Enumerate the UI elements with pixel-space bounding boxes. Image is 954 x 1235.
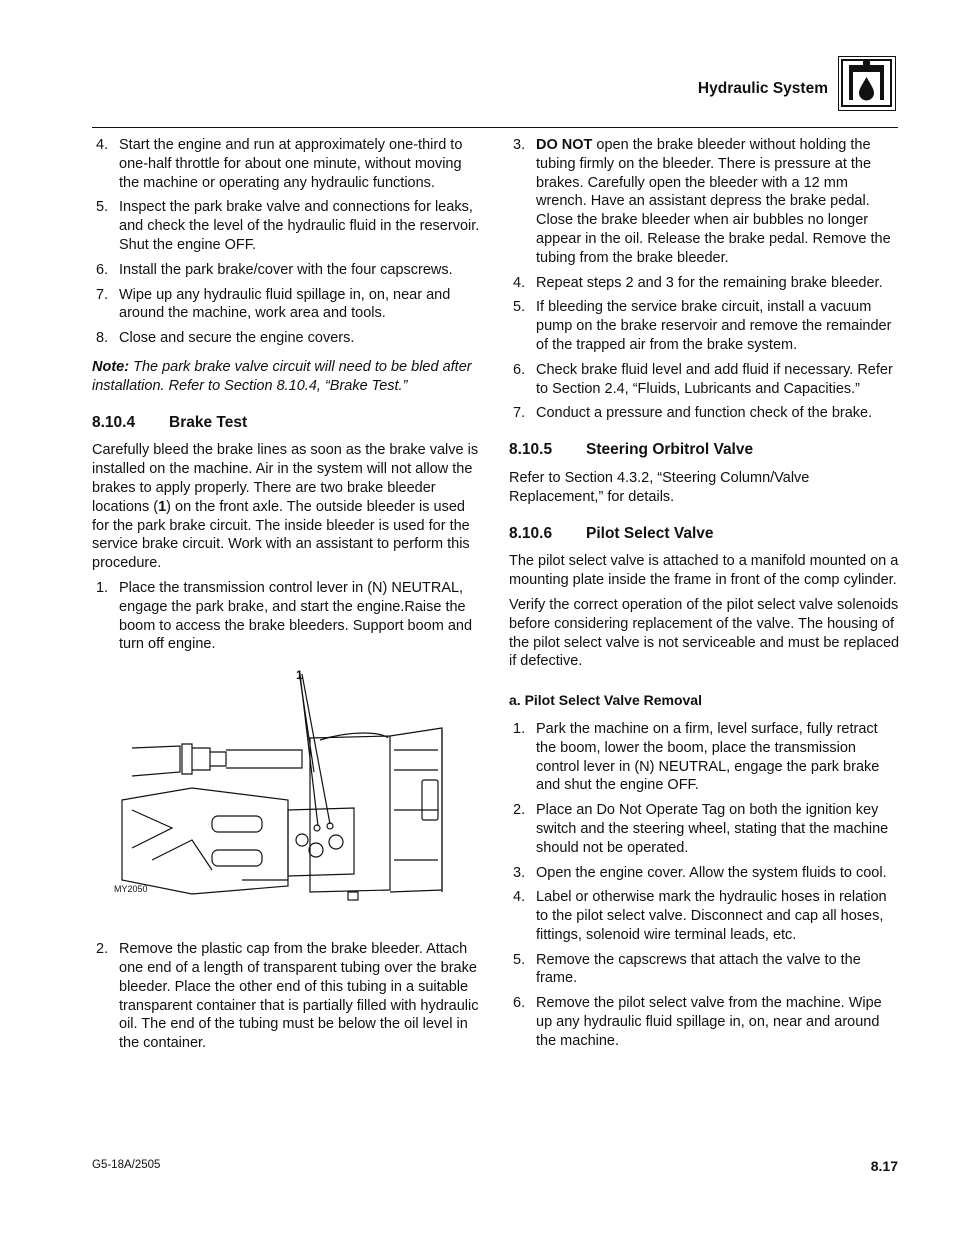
brake-test-steps-right <box>509 136 901 423</box>
removal-steps <box>509 720 901 1051</box>
brake-test-steps-continued <box>92 940 484 1053</box>
park-brake-steps <box>92 136 484 348</box>
hydraulic-fluid-drop-icon <box>838 56 896 111</box>
front-axle-drawing <box>92 660 484 930</box>
left-column <box>92 136 484 1059</box>
section-header-title: Hydraulic System <box>697 80 828 97</box>
list-item: 5. Inspect the park brake valve and connections for leaks, and check the level of the hydraulic fluid in the reservoir. Shut the engine OFF. <box>96 199 480 253</box>
list-item: 5. Remove the capscrews that attach the valve to the frame. <box>513 951 861 987</box>
list-item: 6. Check brake fluid level and add fluid if necessary. Refer to Section 2.4, “Fluids, Lubricants and Capacities.” <box>513 361 893 397</box>
steering-orbitrol-text: Refer to Section 4.3.2, “Steering Column/Valve Replacement,” for details. <box>509 469 810 505</box>
note-label: Note: <box>92 358 130 375</box>
section-heading-steering-orbitrol: 8.10.5 Steering Orbitrol Valve <box>509 441 754 459</box>
list-item: 7. Wipe up any hydraulic fluid spillage in, on, near and around the machine, work area and tools. <box>96 286 451 322</box>
list-item: 4. Start the engine and run at approximately one-third to one-half throttle for about one minute, without moving the machine or operating any hydraulic functions. <box>96 137 463 191</box>
list-item: 1. Place the transmission control lever in (N) NEUTRAL, engage the park brake, and start the engine.Raise the boom to access the brake bleeders. Support boom and turn off engine. <box>96 579 473 653</box>
section-heading-pilot-select: 8.10.6 Pilot Select Valve <box>509 524 714 542</box>
pilot-select-paragraph-1: The pilot select valve is attached to a manifold mounted on a mounting plate inside the frame in front of the comp cylinder. <box>509 553 899 589</box>
list-item: 3. DO NOT open the brake bleeder without holding the tubing firmly on the bleeder. There is pressure at the brakes. Carefully open the bleeder with a 12 mm wrench. Have an assistant depress the brake pedal. Close the brake bleeder when air bubbles no longer appear in the oil. Release the brake pedal. Remove the tubing from the brake bleeder. <box>513 137 891 266</box>
list-item: 2. Place an Do Not Operate Tag on both the ignition key switch and the steering wheel, stating that the machine should not be operated. <box>513 802 889 856</box>
subsection-heading-removal: a. Pilot Select Valve Removal <box>509 692 702 709</box>
list-item: 2. Remove the plastic cap from the brake bleeder. Attach one end of a length of transparent tubing over the brake bleeder. Place the other end of this tubing in a suitable transparent container that is partially filled with hydraulic oil. The end of the tubing must be below the oil level in the container. <box>96 941 479 1052</box>
list-item: 1. Park the machine on a firm, level surface, fully retract the boom, lower the boom, place the transmission control lever in (N) NEUTRAL, engage the park brake and shut the engine OFF. <box>513 720 880 794</box>
list-item: 3. Open the engine cover. Allow the system fluids to cool. <box>513 864 887 881</box>
header-rule <box>92 127 898 128</box>
list-item: 4. Repeat steps 2 and 3 for the remaining brake bleeder. <box>513 274 883 291</box>
brake-test-intro: Carefully bleed the brake lines as soon as the brake valve is installed on the machine. Air in the system will not allow the brakes to apply properly. There are two brake bleeder locations (1) on the front axle. The outside bleeder is used for the park brake circuit. The inside bleeder is used for the service brake circuit. Work with an assistant to perform this procedure. <box>92 442 479 572</box>
list-item: 7. Conduct a pressure and function check of the brake. <box>513 405 873 422</box>
right-column <box>509 136 901 1057</box>
list-item: 4. Label or otherwise mark the hydraulic hoses in relation to the pilot select valve. Disconnect and cap all hoses, fittings, solenoid wire terminal leads, etc. <box>513 889 887 943</box>
brake-test-steps <box>92 579 484 654</box>
page-number: 8.17 <box>870 1158 898 1174</box>
footer-doc-id: G5-18A/2505 <box>92 1159 161 1171</box>
section-heading-brake-test: 8.10.4 Brake Test <box>92 413 248 431</box>
list-item: 5. If bleeding the service brake circuit, install a vacuum pump on the brake reservoir and remove the remainder of the trapped air from the brake system. <box>513 299 892 353</box>
figure-id: MY2050 <box>114 884 148 895</box>
list-item: 6. Remove the pilot select valve from the machine. Wipe up any hydraulic fluid spillage in, on, near and around the machine. <box>513 995 882 1049</box>
note: Note: The park brake valve circuit will need to be bled after installation. Refer to Section 8.10.4, “Brake Test.” <box>92 358 472 394</box>
pilot-select-paragraph-2: Verify the correct operation of the pilot select valve solenoids before considering replacement of the valve. The housing of the pilot select valve is not serviceable and must be replaced if defective. <box>509 596 900 670</box>
brake-bleeder-figure <box>92 660 484 930</box>
list-item: 6. Install the park brake/cover with the four capscrews. <box>96 261 453 278</box>
list-item: 8. Close and secure the engine covers. <box>96 330 355 347</box>
figure-callout-1: 1 <box>296 668 303 683</box>
